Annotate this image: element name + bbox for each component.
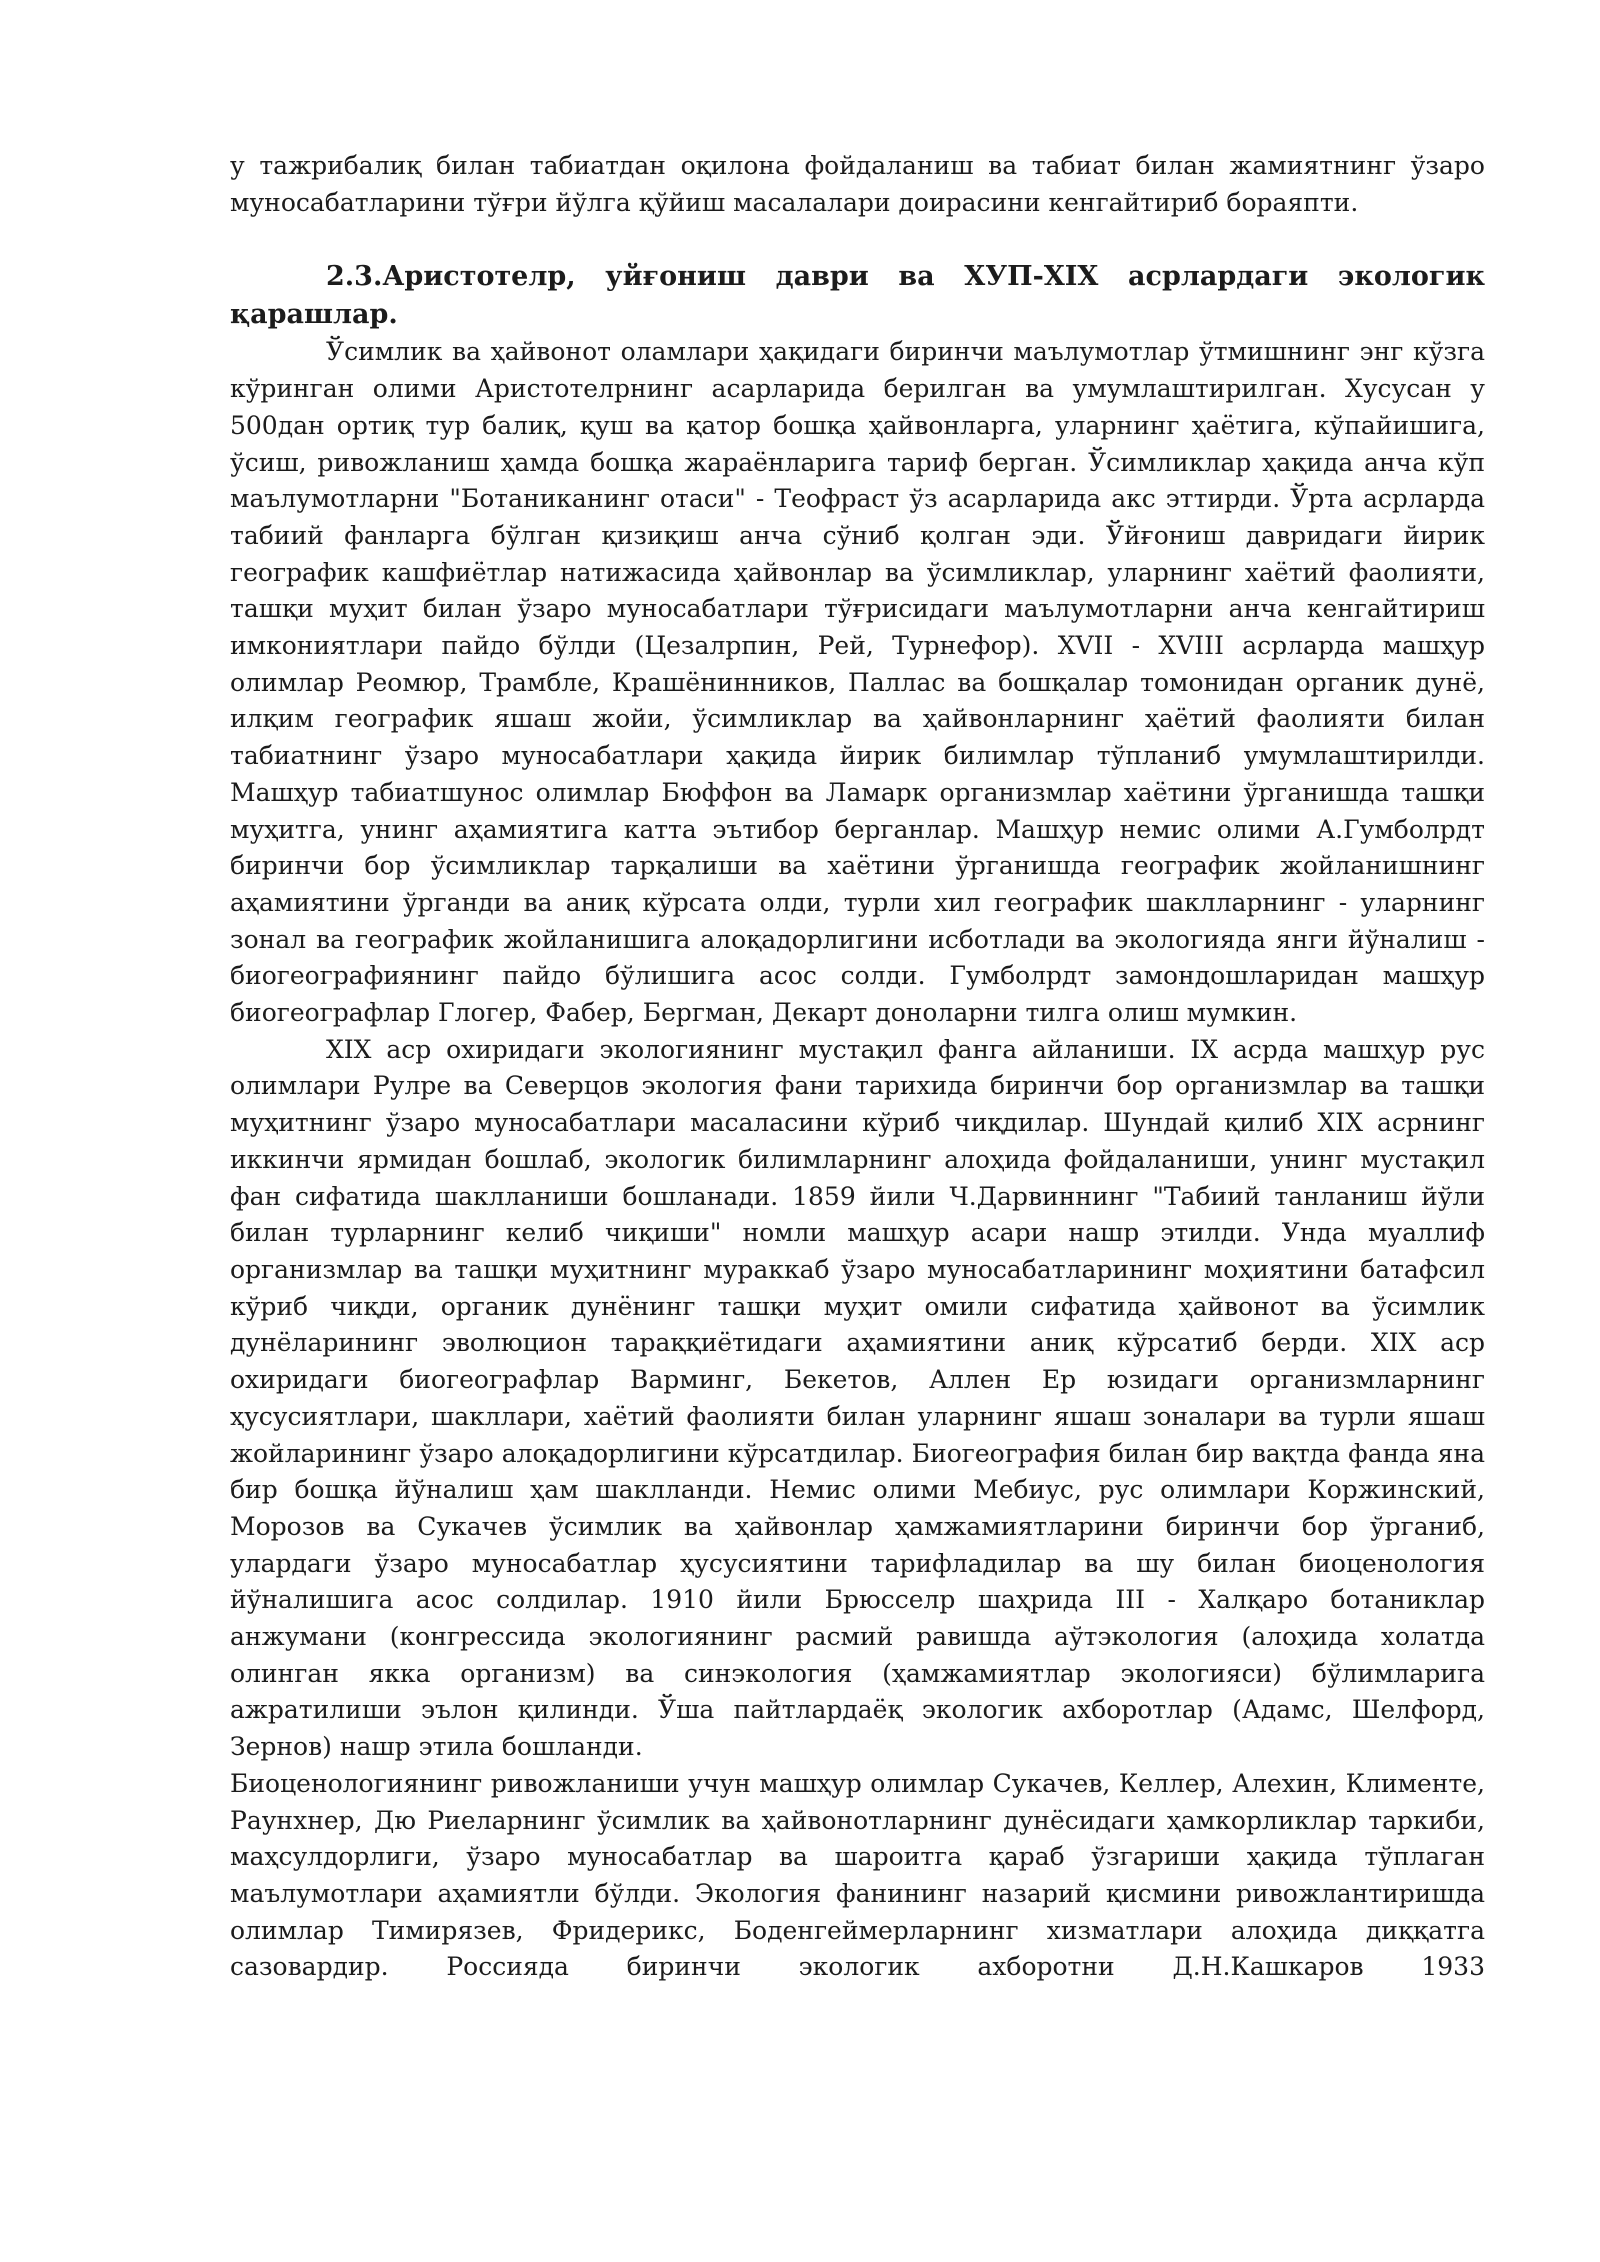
body-paragraph-2: XIX аср охиридаги экологиянинг мустақил фанга айланиши. IX асрда машҳур рус олимлари Рулре ва Северцов экология фани тарихида биринчи бор организмлар ва ташқи муҳитнинг ўзаро муносабатлари масаласини кўриб чиқдилар. Шундай қилиб XIX асрнинг иккинчи ярмидан бошлаб, экологик билимларнинг алоҳида фойдаланиши, унинг мустақил фан сифатида шаклланиши бошланади. 1859 йили Ч.Дарвиннинг "Табиий танланиш йўли билан турларнинг келиб чиқиши" номли машҳур асари нашр этилди. Унда муаллиф организмлар ва ташқи муҳитнинг мураккаб ўзаро муносабатларининг моҳиятини батафсил кўриб чиқди, органик дунёнинг ташқи муҳит омили сифатида ҳайвонот ва ўсимлик дунёларининг эволюцион тараққиётидаги аҳамиятини аниқ кўрсатиб берди. XIX аср охиридаги биогеографлар Варминг, Бекетов, Аллен Ер юзидаги организмларнинг ҳусусиятлари, шакллари, хаётий фаолияти билан уларнинг яшаш зоналари ва турли яшаш жойларининг ўзаро алоқадорлигини кўрсатдилар. Биогеография билан бир вақтда фанда яна бир бошқа йўналиш ҳам шаклланди. Немис олими Мебиус, рус олимлари Коржинский, Морозов ва Сукачев ўсимлик ва ҳайвонлар ҳамжамиятларини биринчи бор ўрганиб, улардаги ўзаро муносабатлар ҳусусиятини тарифладилар ва шу билан биоценология йўналишига асос солдилар. 1910 йили Брюсселр шаҳрида III - Халқаро ботаниклар анжумани (конгрессида экологиянинг расмий равишда аўтэкология (алоҳида холатда олинган якка организм) ва синэкология (ҳамжамиятлар экологияси) бўлимларига ажратилиши эълон қилинди. Ўша пайтлардаёқ экологик ахборотлар (Адамс, Шелфорд, Зернов) нашр этила бошланди.: [230, 1034, 1485, 1762]
section-heading: 2.3.Аристотелр, уйғониш даври ва ХУП-XIX асрлардаги экологик қарашлар.: [230, 261, 1485, 331]
body-paragraph-1: Ўсимлик ва ҳайвонот оламлари ҳақидаги биринчи маълумотлар ўтмишнинг энг кўзга кўринган олими Аристотелрнинг асарларида берилган ва умумлаштирилган. Хусусан у 500дан ортиқ тур балиқ, қуш ва қатор бошқа ҳайвонларга, уларнинг ҳаётига, кўпайишига, ўсиш, ривожланиш ҳамда бошқа жараёнларига тариф берган. Ўсимликлар ҳақида анча кўп маълумотларни "Ботаниканинг отаси" - Теофраст ўз асарларида акс эттирди. Ўрта асрларда табиий фанларга бўлган қизиқиш анча сўниб қолган эди. Ўйғониш давридаги йирик географик кашфиётлар натижасида ҳайвонлар ва ўсимликлар, уларнинг хаётий фаолияти, ташқи муҳит билан ўзаро муносабатлари тўғрисидаги маълумотларни анча кенгайтириш имкониятлари пайдо бўлди (Цезалрпин, Рей, Турнефор). XVII - XVIII асрларда машҳур олимлар Реомюр, Трамбле, Крашёнинников, Паллас ва бошқалар томонидан органик дунё, илқим географик яшаш жойи, ўсимликлар ва ҳайвонларнинг ҳаётий фаолияти билан табиатнинг ўзаро муносабатлари ҳақида йирик билимлар тўпланиб умумлаштирилди. Машҳур табиатшунос олимлар Бюффон ва Ламарк организмлар хаётини ўрганишда ташқи муҳитга, унинг аҳамиятига катта эътибор берганлар. Машҳур немис олими А.Гумболрдт биринчи бор ўсимликлар тарқалиши ва хаётини ўрганишда географик жойланишнинг аҳамиятини ўрганди ва аниқ кўрсата олди, турли хил географик шаклларнинг - уларнинг зонал ва географик жойланишига алоқадорлигини исботлади ва экологияда янги йўналиш - биогеографиянинг пайдо бўлишига асос солди. Гумболрдт замондошларидан машҳур биогеографлар Глогер, Фабер, Бергман, Декарт доноларни тилга олиш мумкин.: [230, 337, 1485, 1028]
intro-paragraph: у тажрибалиқ билан табиатдан оқилона фойдаланиш ва табиат билан жамиятнинг ўзаро муносабатларини тўғри йўлга қўйиш масалалари доирасини кенгайтириб бораяпти.: [230, 151, 1485, 217]
body-paragraph-3: Биоценологиянинг ривожланиши учун машҳур олимлар Сукачев, Келлер, Алехин, Клименте, Раунхнер, Дю Риеларнинг ўсимлик ва ҳайвонотларнинг дунёсидаги ҳамкорликлар таркиби, маҳсулдорлиги, ўзаро муносабатлар ва шароитга қараб ўзгариши ҳақида тўплаган маълумотлари аҳамиятли бўлди. Экология фанининг назарий қисмини ривожлантиришда олимлар Тимирязев, Фридерикс, Боденгеймерларнинг хизматлари алоҳида диққатга сазовардир. Россияда биринчи экологик ахборотни Д.Н.Кашкаров 1933: [230, 1768, 1485, 1982]
document-page: [230, 148, 1485, 1986]
